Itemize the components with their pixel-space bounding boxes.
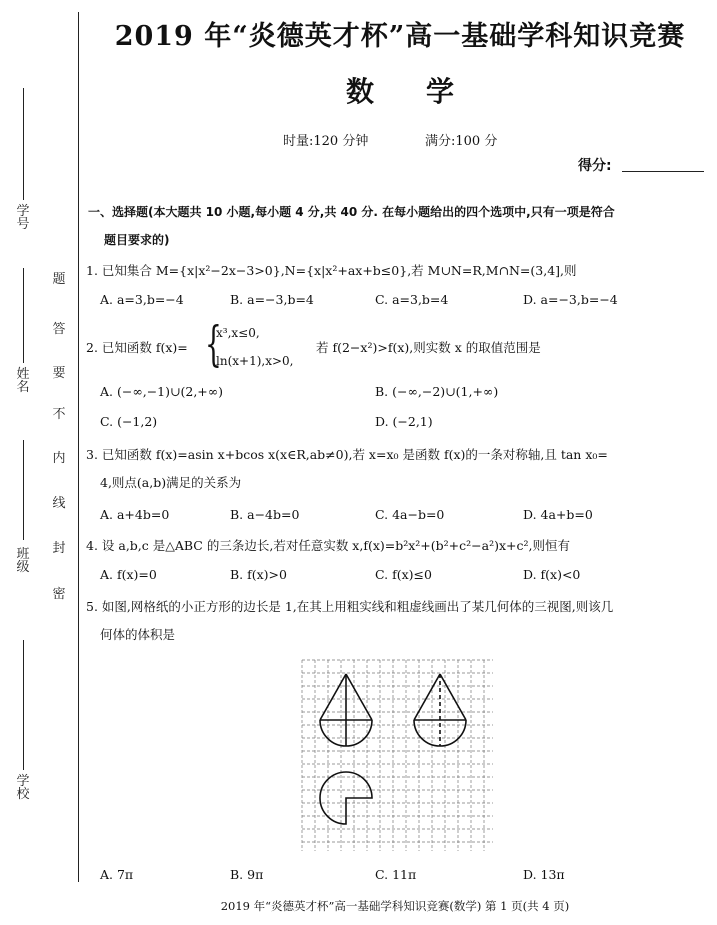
question-2-piece-1: x³,x≤0, [216,326,260,340]
question-4-option-b[interactable]: B. f(x)>0 [230,567,287,582]
question-5-option-c[interactable]: C. 11π [375,867,417,882]
name-blank [23,268,24,363]
class-label: 班级 [16,547,30,575]
question-1-option-a[interactable]: A. a=3,b=−4 [100,292,184,307]
piecewise-brace: { [205,316,222,372]
question-5-stem: 5. 如图,网格纸的小正方形的边长是 1,在其上用粗实线和粗虚线画出了某几何体的三视图,则该几 [86,599,614,614]
question-4-option-a[interactable]: A. f(x)=0 [100,567,157,582]
question-5-option-b[interactable]: B. 9π [230,867,264,882]
seal-char: 封 [52,541,66,556]
question-3-option-b[interactable]: B. a−4b=0 [230,507,300,522]
class-blank [23,440,24,540]
question-1-option-c[interactable]: C. a=3,b=4 [375,292,449,307]
question-3-option-d[interactable]: D. 4a+b=0 [523,507,593,522]
section-heading-cont: 题目要求的) [104,233,170,247]
question-1-option-d[interactable]: D. a=−3,b=−4 [523,292,618,307]
seal-char: 密 [52,587,66,602]
time-limit: 时量:120 分钟 [283,134,369,149]
question-3-option-a[interactable]: A. a+4b=0 [100,507,170,522]
section-heading: 一、选择题(本大题共 10 小题,每小题 4 分,共 40 分. 在每小题给出的四个选项中,只有一项是符合 [88,205,615,219]
binding-line [78,12,79,882]
question-2-stem-cont: 若 f(2−x²)>f(x),则实数 x 的取值范围是 [316,340,541,355]
question-2-option-c[interactable]: C. (−1,2) [100,414,158,429]
seal-char: 不 [52,407,66,422]
student-id-label: 学号 [16,204,30,232]
full-score: 满分:100 分 [425,134,498,149]
question-2-stem: 2. 已知函数 f(x)= [86,340,188,355]
question-1-stem: 1. 已知集合 M={x|x²−2x−3>0},N={x|x²+ax+b≤0},若 M∪N=R,M∩N=(3,4],则 [86,263,577,278]
subject-title: 数学 [345,75,506,108]
school-blank [23,640,24,770]
question-2-option-d[interactable]: D. (−2,1) [375,414,433,429]
student-id-blank [23,88,24,200]
question-3-stem-cont: 4,则点(a,b)满足的关系为 [100,475,242,490]
page-footer: 2019 年“炎德英才杯”高一基础学科知识竞赛(数学) 第 1 页(共 4 页) [220,899,570,913]
question-4-stem: 4. 设 a,b,c 是△ABC 的三条边长,若对任意实数 x,f(x)=b²x²+(b²+c²−a²)x+c²,则恒有 [86,538,570,553]
question-2-piece-2: ln(x+1),x>0, [216,354,294,368]
score-label: 得分: [578,158,612,174]
question-5-option-a[interactable]: A. 7π [100,867,134,882]
seal-char: 线 [52,496,66,511]
seal-char: 题 [52,272,66,287]
question-3-option-c[interactable]: C. 4a−b=0 [375,507,445,522]
seal-char: 要 [52,366,66,381]
question-5-stem-cont: 何体的体积是 [100,627,176,642]
question-2-option-a[interactable]: A. (−∞,−1)∪(2,+∞) [100,384,224,399]
exam-title: 2019 年“炎德英才杯”高一基础学科知识竞赛 [114,21,686,52]
grid-lines [302,660,493,851]
seal-char: 内 [52,451,66,466]
score-blank[interactable] [622,171,704,172]
name-label: 姓名 [16,367,30,395]
question-3-stem: 3. 已知函数 f(x)=asin x+bcos x(x∈R,ab≠0),若 x=x₀ 是函数 f(x)的一条对称轴,且 tan x₀= [86,447,608,462]
question-1-option-b[interactable]: B. a=−3,b=4 [230,292,314,307]
question-4-option-c[interactable]: C. f(x)≤0 [375,567,432,582]
question-5-option-d[interactable]: D. 13π [523,867,565,882]
question-4-option-d[interactable]: D. f(x)<0 [523,567,581,582]
three-view-figure [300,658,500,854]
school-label: 学校 [16,774,30,802]
seal-char: 答 [52,322,66,337]
question-2-option-b[interactable]: B. (−∞,−2)∪(1,+∞) [375,384,499,399]
